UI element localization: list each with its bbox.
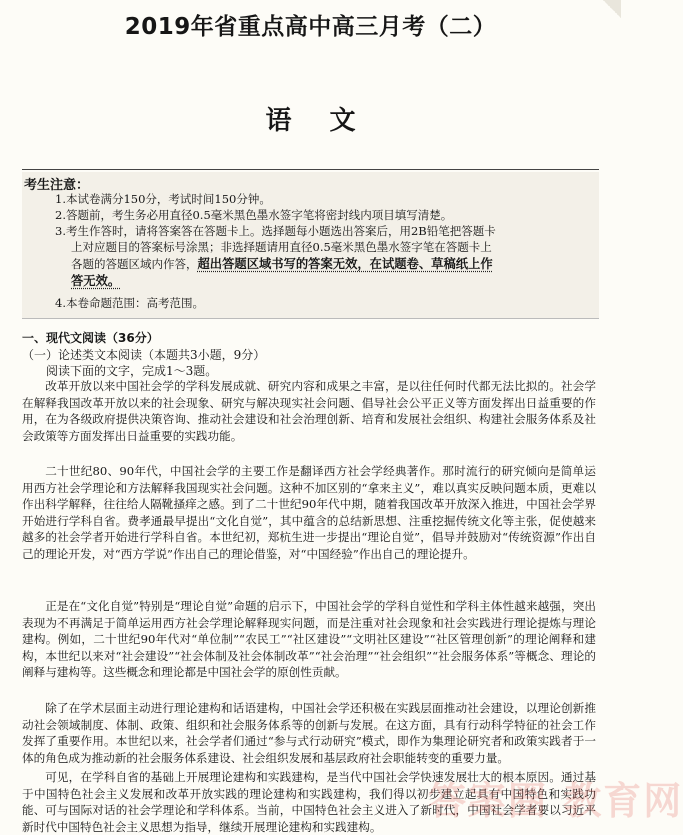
note-item-3-line1: 3.考生作答时，请将答案答在答题卡上。选择题每小题选出答案后，用2B铅笔把答题卡	[55, 224, 496, 238]
watermark-logo: 答案圈 教育网	[428, 779, 683, 823]
note-item-3-line2: 上对应题目的答案标号涂黑；非选择题请用直径0.5毫米黑色墨水签字笔在答题卡上	[71, 240, 492, 254]
notes-heading: 考生注意：	[24, 178, 90, 193]
section-heading: 一、现代文阅读（36分）	[22, 331, 159, 345]
subject-title: 语文	[265, 106, 394, 136]
note-item-4: 4.本卷命题范围：高考范围。	[55, 296, 204, 310]
note-warning-bold: 超出答题区域书写的答案无效，在试题卷、草稿纸上作	[197, 257, 493, 271]
note-warning-bold-end: 答无效。	[71, 274, 121, 288]
paragraph-3: 正是在“文化自觉”特别是“理论自觉”命题的启示下，中国社会学的学科自觉性和学科主体性越来越强，突出表现为不再满足于简单运用西方社会学理论解释现实问题，而是注重对社会现象和社会实践进行理论提炼与理论建构。例如，二十世纪90年代对“单位制”“农民工”“社区建设”“文明社区建设”“社区管理创新”的理论阐释和建构，本世纪以来对“社会建设”“社会体制及社会体制改革”“社会治理”“社会组织”“社会服务体系”等概念、理论的阐释与建构等。这些概念和理论都是中国社会学的原创性贡献。	[22, 599, 596, 680]
note-item-3-text: 各题的答题区域内作答，	[71, 257, 198, 271]
paragraph-4: 除了在学术层面主动进行理论建构和话语建构，中国社会学还积极在实践层面推动社会建设，以理论创新推动社会领域制度、体制、政策、组织和社会服务体系等的创新与发展。在这方面，具有行动科学特征的社会工作发挥了重要作用。本世纪以来，社会学者们通过“参与式行动研究”模式，即作为集理论研究者和政策实践者于一体的角色成为推动新的社会服务体系建设、社会组织发展和基层政府社会职能转变的重要力量。	[22, 701, 596, 765]
note-item-2: 2.答题前，考生务必用直径0.5毫米黑色墨水签字笔将密封线内项目填写清楚。	[55, 208, 453, 222]
paragraph-1: 改革开放以来中国社会学的学科发展成就、研究内容和成果之丰富，是以往任何时代都无法比拟的。社会学在解释我国改革开放以来的社会现象、研究与解决现实社会问题、倡导社会公平正义等方面发挥出日益重要的作用，在为各级政府提供决策咨询、推动社会建设和社会治理创新、培育和发展社会组织、构建社会服务体系及社会政策等方面发挥出日益重要的实践功能。	[22, 379, 596, 443]
note-item-3-line4	[71, 274, 120, 289]
reading-instruction: 阅读下面的文字，完成1～3题。	[46, 364, 218, 378]
note-item-1: 1.本试卷满分150分，考试时间150分钟。	[55, 192, 271, 206]
paragraph-2: 二十世纪80、90年代，中国社会学的主要工作是翻译西方社会学经典著作。那时流行的研究倾向是简单运用西方社会学理论和方法解释我国现实社会问题。这种不加区别的“拿来主义”，难以真实反映问题本质，更难以作出科学解释，往往给人隔靴搔痒之感。到了二十世纪90年代中期，随着我国改革开放深入推进，中国社会学界开始进行学科自省。费孝通最早提出“文化自觉”，其中蕴含的总结新思想、注重挖掘传统文化等主张，促使越来越多的社会学者开始进行学科自省。本世纪初，郑杭生进一步提出“理论自觉”，倡导并鼓励对“传统资源”作出自己的理论开发，对“西方学说”作出自己的理论借鉴，对“中国经验”作出自己的理论提升。	[22, 464, 596, 561]
sub-section-heading: （一）论述类文本阅读（本题共3小题，9分）	[22, 348, 266, 362]
note-item-3-line3	[71, 257, 493, 272]
exam-title: 2019年省重点高中高三月考（二）	[124, 14, 497, 40]
divider	[22, 169, 599, 170]
paragraph-5: 可见，在学科自省的基础上开展理论建构和实践建构，是当代中国社会学快速发展壮大的根本原因。通过基于中国特色社会主义发展和改革开放实践的理论建构和实践建构，我们得以初步建立起具有中国特色和实践功能、可与国际对话的社会学理论和学科体系。当前，中国特色社会主义进入了新时代，中国社会学者要以习近平新时代中国特色社会主义思想为指导，继续开展理论建构和实践建构。	[22, 770, 596, 834]
